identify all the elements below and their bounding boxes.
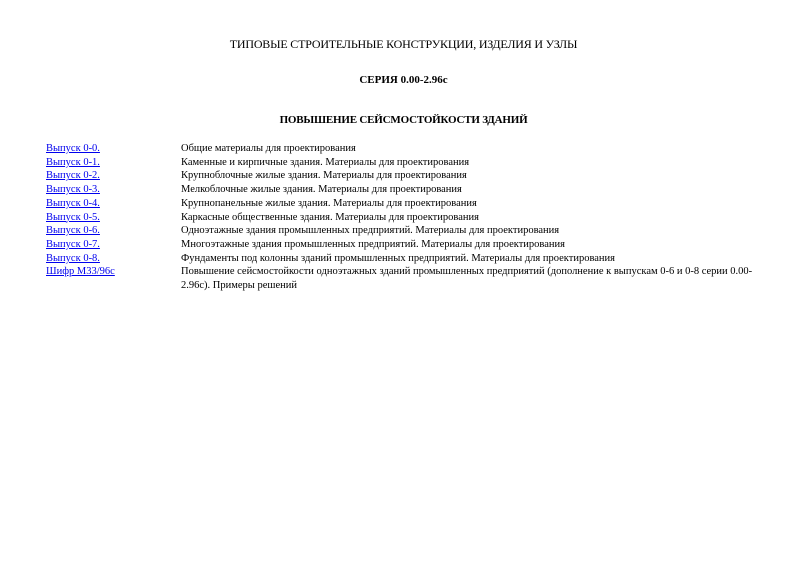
issue-link-0-1[interactable]: Выпуск 0-1. bbox=[46, 156, 100, 168]
issue-row bbox=[46, 265, 776, 292]
issue-row bbox=[46, 197, 776, 211]
issue-description: Каркасные общественные здания. Материалы для проектирования bbox=[181, 211, 479, 223]
issue-description: Многоэтажные здания промышленных предприятий. Материалы для проектирования bbox=[181, 238, 565, 250]
issue-link-0-7[interactable]: Выпуск 0-7. bbox=[46, 238, 100, 250]
document-main-title: ТИПОВЫЕ СТРОИТЕЛЬНЫЕ КОНСТРУКЦИИ, ИЗДЕЛИЯ И УЗЛЫ bbox=[229, 37, 578, 51]
issue-link-0-2[interactable]: Выпуск 0-2. bbox=[46, 170, 100, 182]
series-title: СЕРИЯ 0.00-2.96с bbox=[359, 74, 448, 86]
issue-row bbox=[46, 211, 776, 225]
issue-row bbox=[46, 169, 776, 183]
issue-row bbox=[46, 183, 776, 197]
issue-description: Мелкоблочные жилые здания. Материалы для проектирования bbox=[181, 184, 462, 196]
issue-description: Общие материалы для проектирования bbox=[181, 143, 356, 154]
issue-description: Одноэтажные здания промышленных предприятий. Материалы для проектирования bbox=[181, 225, 560, 237]
issue-row bbox=[46, 252, 776, 266]
issue-row bbox=[46, 238, 776, 252]
issue-description: Фундаменты под колонны зданий промышленных предприятий. Материалы для проектирования bbox=[181, 252, 616, 264]
issue-row bbox=[46, 156, 776, 170]
issue-row bbox=[46, 224, 776, 238]
issue-row bbox=[46, 142, 776, 156]
issue-link-0-4[interactable]: Выпуск 0-4. bbox=[46, 197, 100, 209]
issue-link-0-6[interactable]: Выпуск 0-6. bbox=[46, 225, 100, 237]
issue-link-0-0[interactable]: Выпуск 0-0. bbox=[46, 143, 100, 154]
issue-description: Крупнопанельные жилые здания. Материалы для проектирования bbox=[181, 197, 477, 209]
issue-link-0-8[interactable]: Выпуск 0-8. bbox=[46, 252, 100, 264]
issues-list bbox=[46, 142, 776, 293]
document-subtitle: ПОВЫШЕНИЕ СЕЙСМОСТОЙКОСТИ ЗДАНИЙ bbox=[279, 114, 528, 126]
issue-description: Повышение сейсмостойкости одноэтажных зданий промышленных предприятий (дополнение к выпускам 0-6 и 0-8 серии 0.00-2.96с). Примеры решений bbox=[181, 266, 753, 292]
issue-description: Крупноблочные жилые здания. Материалы для проектирования bbox=[181, 170, 467, 182]
issue-description: Каменные и кирпичные здания. Материалы для проектирования bbox=[181, 156, 470, 168]
issue-link-0-3[interactable]: Выпуск 0-3. bbox=[46, 184, 100, 196]
issue-link-m33-96c[interactable]: Шифр М33/96с bbox=[46, 266, 115, 278]
issue-link-0-5[interactable]: Выпуск 0-5. bbox=[46, 211, 100, 223]
